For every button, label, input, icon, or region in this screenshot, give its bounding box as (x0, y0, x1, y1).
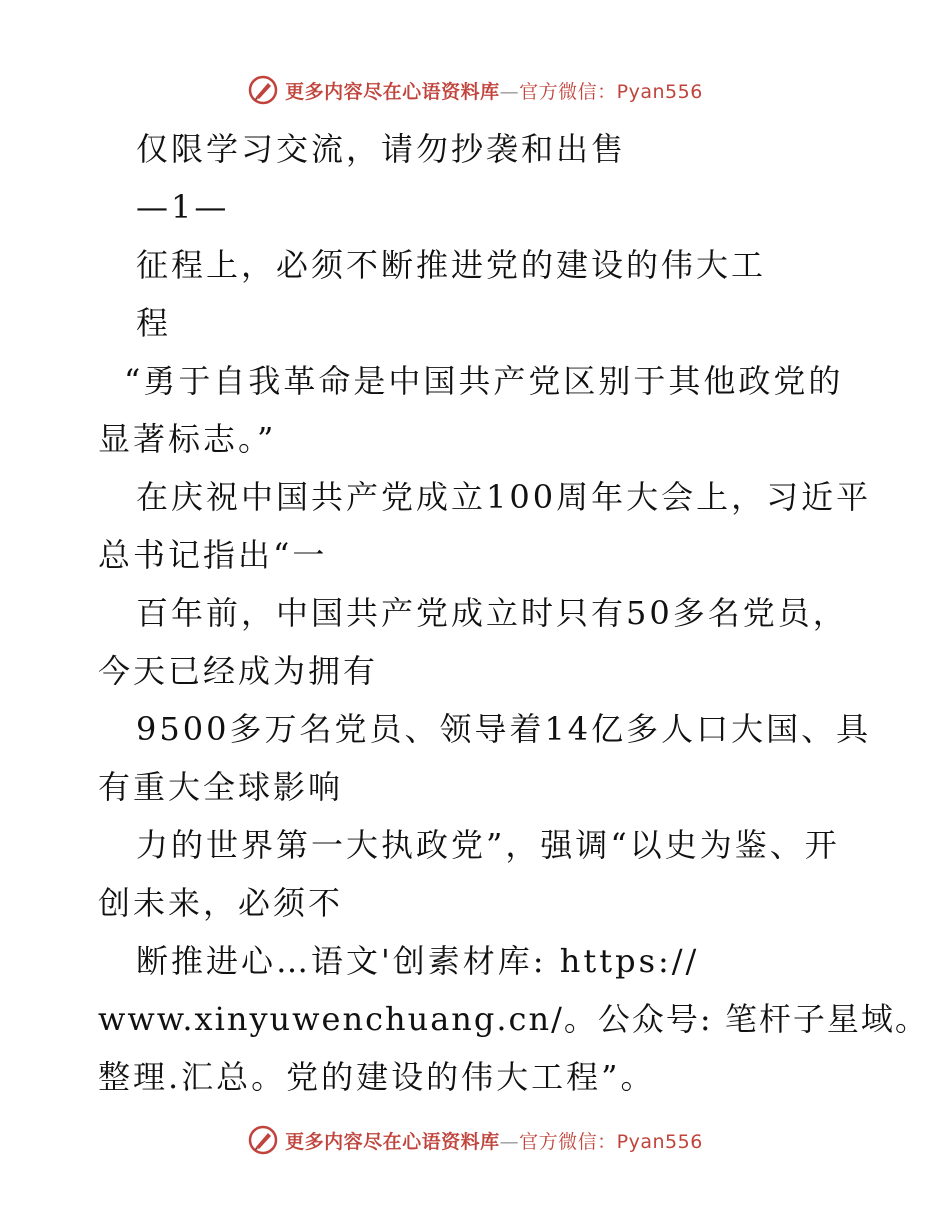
document-body (98, 120, 929, 1106)
text-line: 仅限学习交流，请勿抄袭和出售 (136, 130, 627, 168)
text-line: “勇于自我革命是中国共产党区别于其他政党的 (124, 362, 844, 400)
banner-wechat-text: 官方微信：Pyan556 (519, 1130, 703, 1153)
banner-wechat-text: 官方微信：Pyan556 (519, 80, 703, 103)
text-line: 创未来，必须不 (98, 884, 344, 922)
banner-text (285, 1127, 703, 1154)
text-line: www.xinyuwenchuang.cn/。公众号: 笔杆子星域。 (98, 1000, 929, 1038)
heading-line: 征程上，必须不断推进党的建设的伟大工 (136, 246, 767, 284)
text-line: 断推进心…语文'创素材库: https:// (136, 942, 700, 980)
banner-main-text: 更多内容尽在心语资料库 (285, 80, 500, 103)
pen-circle-logo-icon (247, 74, 279, 106)
footer-banner (0, 1120, 950, 1160)
heading-line: 程 (136, 304, 172, 342)
text-line: 总书记指出“一 (98, 536, 328, 574)
banner-text (285, 77, 703, 104)
text-line: 力的世界第一大执政党”，强调“以史为鉴、开 (136, 826, 840, 864)
banner-separator: — (499, 80, 520, 103)
text-line: 今天已经成为拥有 (98, 652, 379, 690)
text-line: 9500多万名党员、领导着14亿多人口大国、具 (136, 710, 872, 748)
text-line: 显著标志。” (98, 420, 277, 458)
header-banner (0, 70, 950, 110)
banner-main-text: 更多内容尽在心语资料库 (285, 1130, 500, 1153)
pen-circle-logo-icon (247, 1124, 279, 1156)
text-line: 有重大全球影响 (98, 768, 344, 806)
text-line: 在庆祝中国共产党成立100周年大会上，习近平 (136, 478, 872, 516)
text-line: 整理.汇总。党的建设的伟大工程”。 (98, 1058, 656, 1096)
page-number: —1— (136, 188, 230, 226)
banner-separator: — (499, 1130, 520, 1153)
text-line: 百年前，中国共产党成立时只有50多名党员， (136, 594, 848, 632)
